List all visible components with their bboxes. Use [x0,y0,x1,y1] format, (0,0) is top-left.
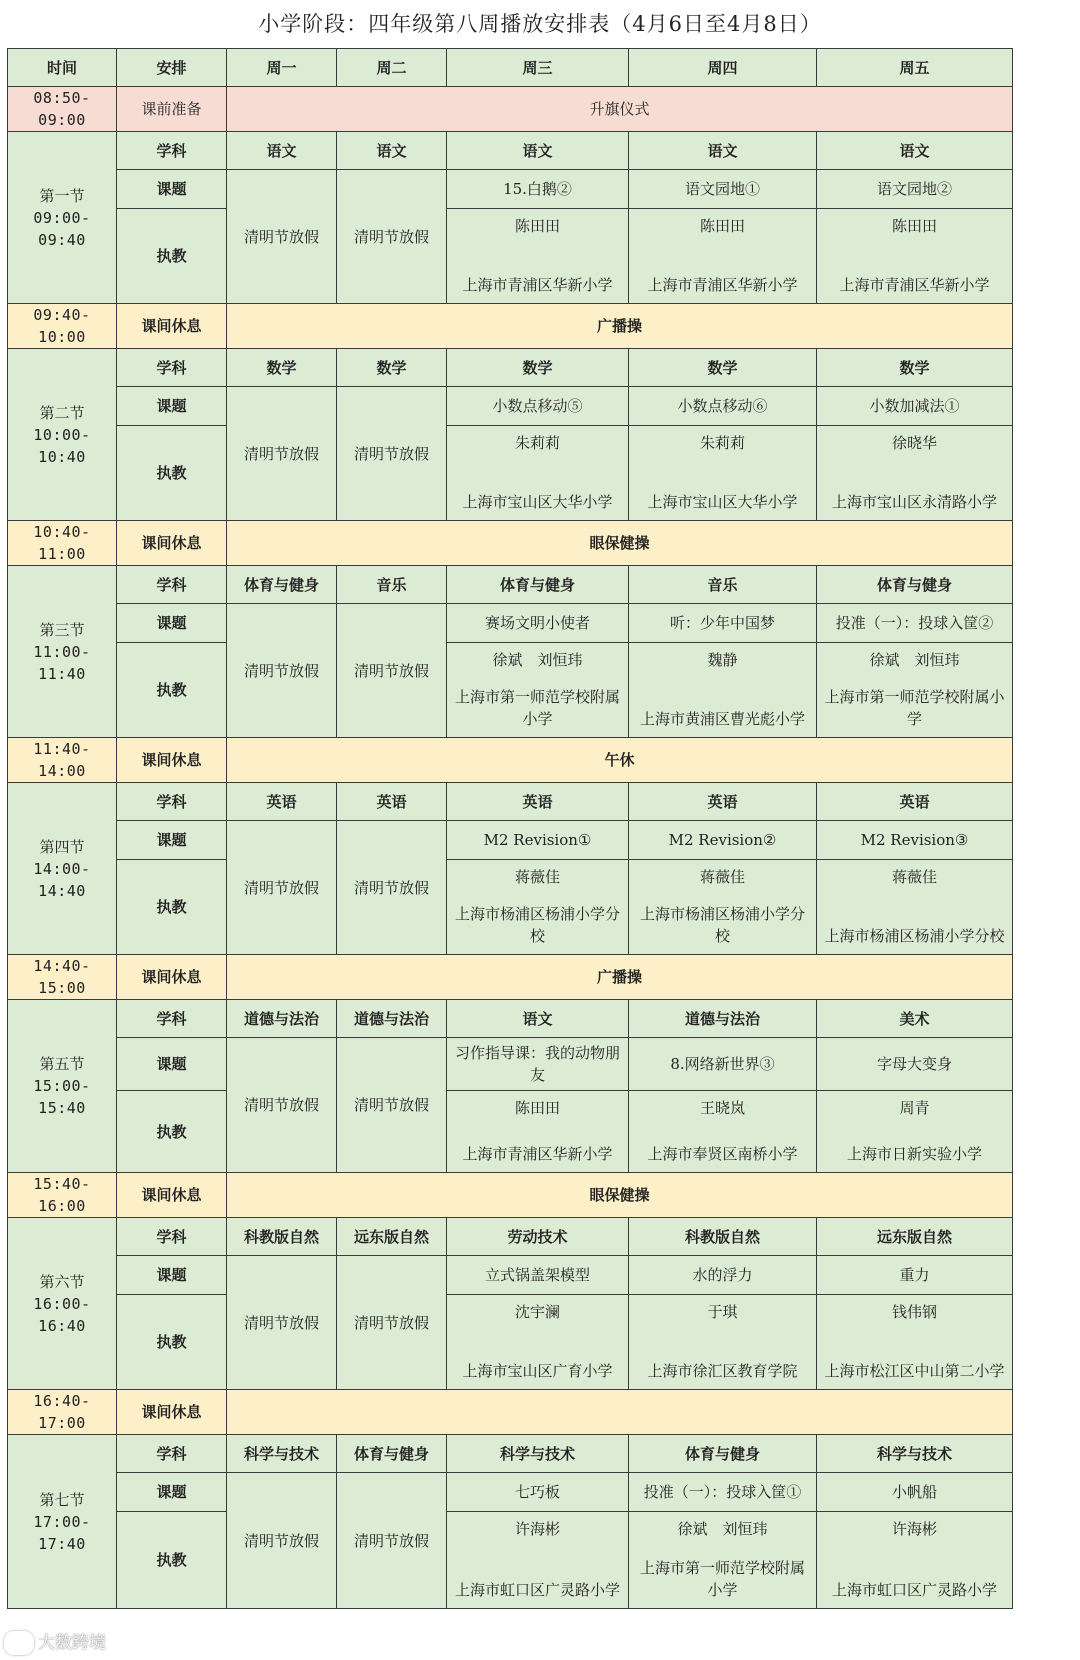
teacher-cell [447,860,629,955]
teacher-block [451,432,624,513]
time-cell: 16:40-17:00 [8,1390,117,1435]
topic-cell: M2 Revision③ [817,821,1013,860]
period-time: 15:00-15:40 [33,1077,91,1117]
teacher-cell [629,1091,817,1173]
time-cell: 14:40-15:00 [8,955,117,1000]
subject-cell: 语文 [817,132,1013,170]
teacher-block [451,1518,624,1601]
time-cell: 09:40-10:00 [8,304,117,349]
teacher-block [821,1097,1008,1165]
period-cell [8,1218,117,1390]
activity-cell: 午休 [227,738,1013,783]
teacher-block [821,215,1008,296]
subject-cell: 数学 [817,349,1013,387]
label-subject: 学科 [117,566,227,604]
teacher-name: 许海彬 [514,1520,560,1538]
teacher-cell [447,1091,629,1173]
holiday-cell: 清明节放假 [227,1256,337,1390]
period-time: 10:00-10:40 [33,425,91,466]
period-name: 第五节 [39,1055,85,1073]
header-cell: 时间 [8,49,117,87]
subject-cell: 体育与健身 [227,566,337,604]
teacher-cell [817,209,1013,304]
period-name: 第三节 [39,620,85,639]
period-time: 14:00-14:40 [33,859,91,900]
label-subject: 学科 [117,783,227,821]
holiday-cell: 清明节放假 [227,1473,337,1609]
period-cell [8,566,117,738]
teacher-block [633,1518,812,1601]
teacher-cell [817,1091,1013,1173]
subject-cell: 道德与法治 [337,1000,447,1038]
school-name: 上海市第一师范学校附属小学 [454,688,620,728]
period-time: 09:00-09:40 [33,208,91,249]
subject-cell: 道德与法治 [629,1000,817,1038]
teacher-name: 徐斌 刘恒玮 [869,651,960,669]
teacher-cell [629,643,817,738]
topic-cell: M2 Revision① [447,821,629,860]
arrangement-cell: 课前准备 [117,87,227,132]
period-name: 第六节 [39,1272,85,1291]
teacher-block [451,215,624,296]
subject-cell: 英语 [447,783,629,821]
activity-cell: 眼保健操 [227,521,1013,566]
subject-cell: 英语 [337,783,447,821]
label-topic: 课题 [117,821,227,860]
topic-cell: 投准（一）：投球入筐② [817,604,1013,643]
holiday-cell: 清明节放假 [227,604,337,738]
teacher-block [451,1097,624,1165]
arrangement-cell: 课间休息 [117,1173,227,1218]
school-name: 上海市虹口区广灵路小学 [831,1581,997,1599]
label-topic: 课题 [117,1473,227,1512]
header-cell: 安排 [117,49,227,87]
subject-cell: 体育与健身 [629,1435,817,1473]
label-teacher: 执教 [117,1512,227,1609]
teacher-block [821,1518,1008,1601]
activity-cell [227,1390,1013,1435]
school-name: 上海市青浦区华新小学 [462,1145,613,1163]
teacher-block [633,432,812,513]
topic-cell: 重力 [817,1256,1013,1295]
school-name: 上海市奉贤区南桥小学 [647,1145,798,1163]
topic-cell: 字母大变身 [817,1038,1013,1091]
holiday-cell: 清明节放假 [337,387,447,521]
teacher-block [451,866,624,947]
subject-cell: 数学 [337,349,447,387]
subject-cell: 劳动技术 [447,1218,629,1256]
teacher-name: 蒋薇佳 [699,868,745,886]
teacher-name: 于琪 [707,1303,738,1321]
period-cell [8,1435,117,1609]
teacher-cell [447,426,629,521]
teacher-name: 蒋薇佳 [514,868,560,886]
subject-cell: 体育与健身 [817,566,1013,604]
teacher-name: 陈田田 [699,217,745,235]
subject-cell: 美术 [817,1000,1013,1038]
period-time: 17:00-17:40 [33,1512,91,1553]
subject-cell: 英语 [227,783,337,821]
teacher-cell [447,1512,629,1609]
teacher-cell [447,643,629,738]
label-topic: 课题 [117,1038,227,1091]
schedule-table [7,48,1013,1609]
teacher-name: 蒋薇佳 [891,868,937,886]
topic-cell: 小数加减法① [817,387,1013,426]
teacher-block [821,866,1008,947]
arrangement-cell: 课间休息 [117,1390,227,1435]
school-name: 上海市日新实验小学 [846,1145,982,1163]
arrangement-cell: 课间休息 [117,955,227,1000]
school-name: 上海市青浦区华新小学 [839,276,990,294]
school-name: 上海市杨浦区杨浦小学分校 [639,905,805,945]
school-name: 上海市徐汇区教育学院 [647,1362,798,1380]
school-name: 上海市第一师范学校附属小学 [824,688,1005,728]
period-name: 第四节 [39,837,85,856]
subject-cell: 远东版自然 [337,1218,447,1256]
teacher-block [821,1301,1008,1382]
subject-cell: 语文 [447,1000,629,1038]
arrangement-cell: 课间休息 [117,304,227,349]
teacher-cell [817,1295,1013,1390]
topic-cell: 15.白鹅② [447,170,629,209]
subject-cell: 科学与技术 [227,1435,337,1473]
page-title: 小学阶段：四年级第八周播放安排表（4月6日至4月8日） [258,12,822,36]
teacher-block [451,649,624,730]
subject-cell: 英语 [629,783,817,821]
school-name: 上海市黄浦区曹光彪小学 [639,710,805,728]
period-time: 11:00-11:40 [33,642,91,683]
teacher-block [633,866,812,947]
header-cell: 周一 [227,49,337,87]
holiday-cell: 清明节放假 [337,821,447,955]
school-name: 上海市宝山区大华小学 [462,493,613,511]
teacher-name: 徐晓华 [891,434,937,452]
holiday-cell: 清明节放假 [337,1473,447,1609]
teacher-block [451,1301,624,1382]
holiday-cell: 清明节放假 [337,604,447,738]
teacher-name: 钱伟钢 [891,1303,937,1321]
teacher-name: 周青 [899,1099,930,1117]
topic-cell: 习作指导课：我的动物朋友 [447,1038,629,1091]
holiday-cell: 清明节放假 [337,170,447,304]
topic-cell: 小数点移动⑥ [629,387,817,426]
teacher-name: 王晓岚 [699,1099,745,1117]
teacher-cell [817,1512,1013,1609]
watermark-text: 大数跨境 [38,1633,106,1653]
label-teacher: 执教 [117,860,227,955]
school-name: 上海市第一师范学校附属小学 [639,1559,805,1599]
activity-cell: 升旗仪式 [227,87,1013,132]
topic-cell: 听：少年中国梦 [629,604,817,643]
subject-cell: 音乐 [629,566,817,604]
label-subject: 学科 [117,1218,227,1256]
subject-cell: 科学与技术 [817,1435,1013,1473]
header-cell: 周二 [337,49,447,87]
teacher-block [633,649,812,730]
topic-cell: 水的浮力 [629,1256,817,1295]
label-teacher: 执教 [117,209,227,304]
subject-cell: 音乐 [337,566,447,604]
period-cell [8,783,117,955]
teacher-cell [629,860,817,955]
subject-cell: 体育与健身 [447,566,629,604]
teacher-cell [817,426,1013,521]
activity-cell: 眼保健操 [227,1173,1013,1218]
subject-cell: 语文 [629,132,817,170]
teacher-cell [447,1295,629,1390]
topic-cell: 投准（一）：投球入筐① [629,1473,817,1512]
subject-cell: 数学 [447,349,629,387]
holiday-cell: 清明节放假 [227,170,337,304]
teacher-name: 徐斌 刘恒玮 [677,1520,768,1538]
subject-cell: 道德与法治 [227,1000,337,1038]
subject-cell: 语文 [447,132,629,170]
school-name: 上海市宝山区大华小学 [647,493,798,511]
header-cell: 周三 [447,49,629,87]
teacher-cell [629,1295,817,1390]
arrangement-cell: 课间休息 [117,521,227,566]
school-name: 上海市杨浦区杨浦小学分校 [824,927,1005,945]
subject-cell: 体育与健身 [337,1435,447,1473]
label-topic: 课题 [117,387,227,426]
topic-cell: 小帆船 [817,1473,1013,1512]
holiday-cell: 清明节放假 [227,387,337,521]
label-teacher: 执教 [117,426,227,521]
label-subject: 学科 [117,132,227,170]
activity-cell: 广播操 [227,304,1013,349]
teacher-name: 魏静 [707,651,738,669]
teacher-cell [447,209,629,304]
school-name: 上海市虹口区广灵路小学 [454,1581,620,1599]
teacher-name: 许海彬 [891,1520,937,1538]
teacher-block [821,649,1008,730]
time-cell: 11:40-14:00 [8,738,117,783]
school-name: 上海市宝山区广育小学 [462,1362,613,1380]
topic-cell: 小数点移动⑤ [447,387,629,426]
time-cell: 10:40-11:00 [8,521,117,566]
teacher-name: 朱莉莉 [514,434,560,452]
label-teacher: 执教 [117,643,227,738]
holiday-cell: 清明节放假 [227,1038,337,1173]
watermark-logo-icon [4,1631,34,1655]
header-cell: 周五 [817,49,1013,87]
teacher-name: 徐斌 刘恒玮 [492,651,583,669]
period-name: 第二节 [39,403,85,422]
label-teacher: 执教 [117,1295,227,1390]
school-name: 上海市青浦区华新小学 [462,276,613,294]
subject-cell: 语文 [337,132,447,170]
teacher-name: 陈田田 [514,217,560,235]
school-name: 上海市松江区中山第二小学 [824,1362,1005,1380]
period-name: 第七节 [39,1490,85,1509]
teacher-block [821,432,1008,513]
subject-cell: 语文 [227,132,337,170]
topic-cell: 8.网络新世界③ [629,1038,817,1091]
subject-cell: 数学 [227,349,337,387]
subject-cell: 英语 [817,783,1013,821]
teacher-cell [629,209,817,304]
topic-cell: 立式锅盖架模型 [447,1256,629,1295]
subject-cell: 科教版自然 [227,1218,337,1256]
topic-cell: 七巧板 [447,1473,629,1512]
teacher-block [633,1097,812,1165]
teacher-name: 陈田田 [514,1099,560,1117]
period-cell [8,132,117,304]
period-cell [8,1000,117,1173]
label-teacher: 执教 [117,1091,227,1173]
teacher-block [633,215,812,296]
teacher-cell [629,426,817,521]
topic-cell: 语文园地① [629,170,817,209]
subject-cell: 科教版自然 [629,1218,817,1256]
subject-cell: 远东版自然 [817,1218,1013,1256]
teacher-name: 沈宇澜 [514,1303,560,1321]
activity-cell: 广播操 [227,955,1013,1000]
holiday-cell: 清明节放假 [337,1256,447,1390]
teacher-block [633,1301,812,1382]
header-cell: 周四 [629,49,817,87]
holiday-cell: 清明节放假 [337,1038,447,1173]
time-cell: 08:50-09:00 [8,87,117,132]
label-subject: 学科 [117,349,227,387]
label-topic: 课题 [117,170,227,209]
teacher-cell [629,1512,817,1609]
school-name: 上海市宝山区永清路小学 [831,493,997,511]
holiday-cell: 清明节放假 [227,821,337,955]
school-name: 上海市杨浦区杨浦小学分校 [454,905,620,945]
period-cell [8,349,117,521]
time-cell: 15:40-16:00 [8,1173,117,1218]
school-name: 上海市青浦区华新小学 [647,276,798,294]
label-subject: 学科 [117,1435,227,1473]
teacher-name: 朱莉莉 [699,434,745,452]
label-subject: 学科 [117,1000,227,1038]
subject-cell: 数学 [629,349,817,387]
teacher-cell [817,643,1013,738]
period-name: 第一节 [39,186,85,205]
period-time: 16:00-16:40 [33,1294,91,1335]
label-topic: 课题 [117,1256,227,1295]
topic-cell: M2 Revision② [629,821,817,860]
watermark [4,1628,106,1655]
arrangement-cell: 课间休息 [117,738,227,783]
label-topic: 课题 [117,604,227,643]
topic-cell: 赛场文明小使者 [447,604,629,643]
teacher-cell [817,860,1013,955]
subject-cell: 科学与技术 [447,1435,629,1473]
topic-cell: 语文园地② [817,170,1013,209]
teacher-name: 陈田田 [891,217,937,235]
